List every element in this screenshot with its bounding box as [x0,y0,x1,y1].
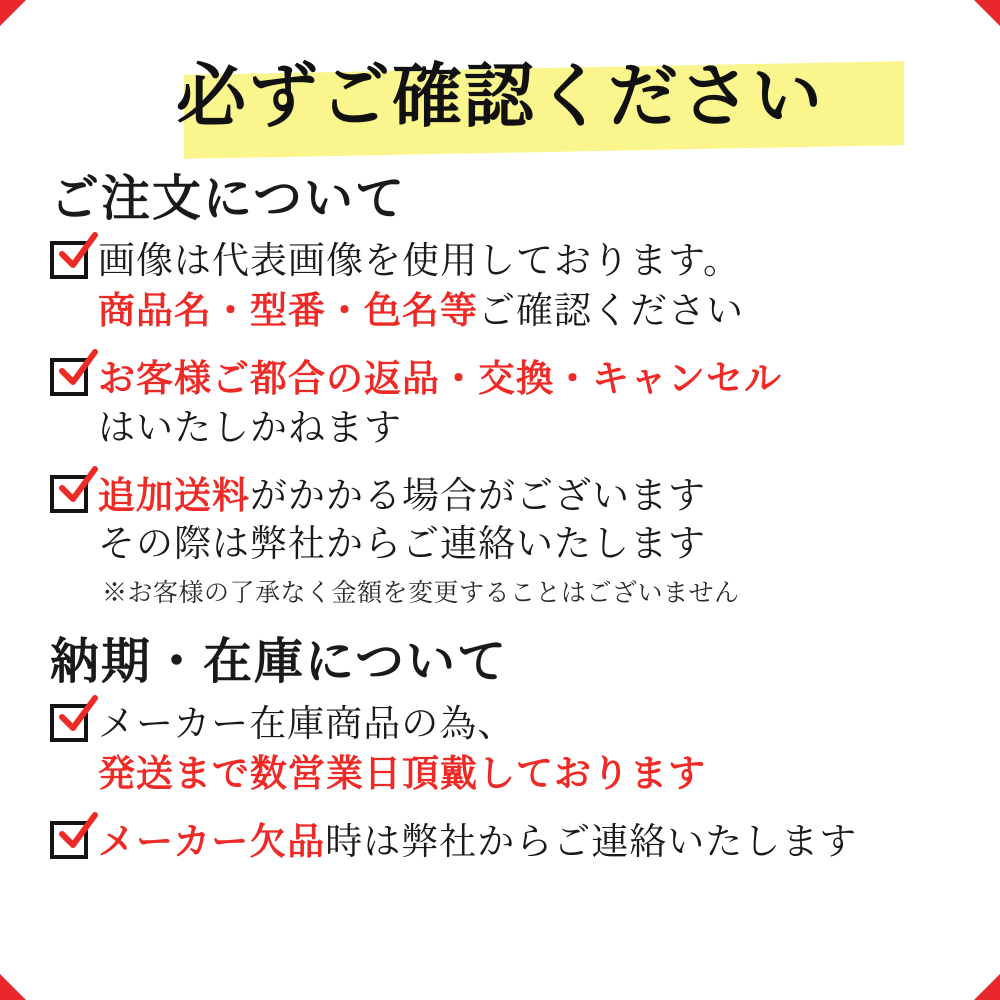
list-item [50,815,956,867]
section-heading-delivery: 納期・在庫について [50,632,509,691]
list-item-line-1-emphasis: 追加送料 [98,472,250,517]
page-title: 必ずご確認ください [176,54,824,137]
list-item-line-1-emphasis: メーカー欠品 [98,819,326,864]
list-item-text [98,469,706,570]
list-item-line-2: ご確認ください [478,289,744,333]
check-mark-icon [58,349,98,389]
list-item-text [98,698,706,799]
list-item [50,235,956,336]
list-item-line-1: がかかる場合がございます [250,473,706,517]
list-item-text [98,235,744,336]
list-item-line-1: 時は弊社からご連絡いたします [325,820,858,864]
check-mark-icon [58,812,98,852]
list-item [50,352,956,453]
list-item-text [98,815,857,867]
list-item-line-2: その際は弊社からご連絡いたします [98,522,706,566]
checkbox-icon [50,241,88,279]
section-heading-orders: ご注文について [50,169,407,227]
checkbox-icon [50,821,88,859]
checkbox-icon [50,475,88,513]
checkbox-icon [50,704,88,742]
list-item-line-2: はいたしかねます [98,405,402,449]
list-item-line-1-emphasis: お客様ご都合の返品・交換・キャンセル [98,355,782,400]
list-item-line-1: 画像は代表画像を使用しております。 [98,239,742,283]
page-title-block [44,34,956,154]
list-item-line-2-emphasis: 商品名・型番・色名等 [98,288,478,333]
list-item [50,469,956,570]
list-item-note: ※お客様の了承なく金額を変更することはございません [102,578,740,608]
checkbox-icon [50,358,88,396]
check-mark-icon [58,466,98,506]
list-item-line-2-emphasis: 発送まで数営業日頂戴しております [98,751,706,796]
check-mark-icon [58,695,98,735]
list-item-line-1: メーカー在庫商品の為、 [98,702,516,746]
list-item [50,698,956,799]
check-mark-icon [58,232,98,272]
list-item-text [98,352,782,453]
